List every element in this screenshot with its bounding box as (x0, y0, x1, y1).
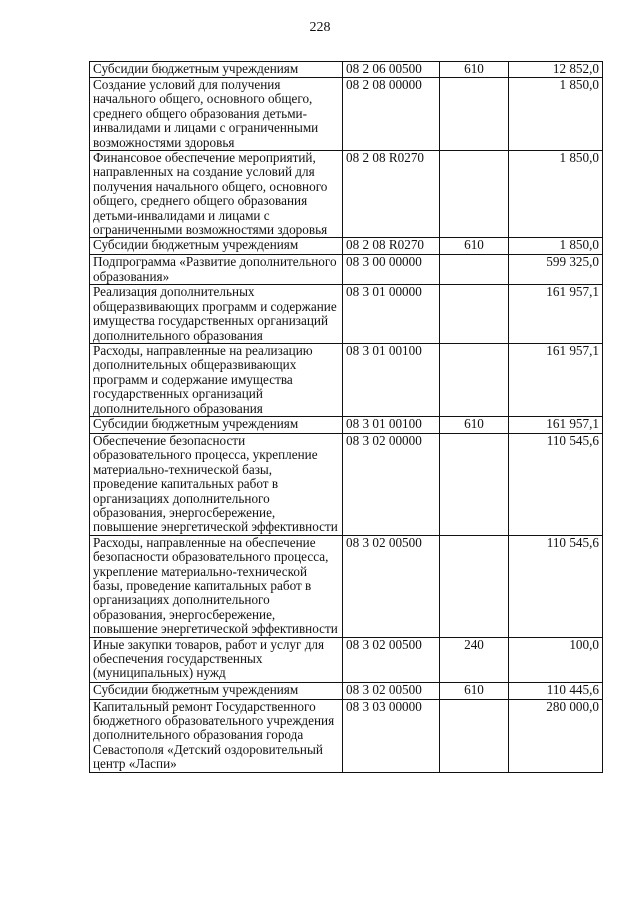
row-code: 08 2 08 00000 (343, 78, 440, 151)
row-code: 08 2 08 R0270 (343, 151, 440, 238)
row-sum: 110 545,6 (509, 433, 603, 535)
row-expense-type (440, 343, 509, 416)
row-sum: 1 850,0 (509, 78, 603, 151)
table-row (90, 255, 603, 285)
row-name: Расходы, направленные на обеспечение безопасности образовательного процесса, укрепление материально-технической базы, проведение капитальных работ в организациях дополнительного образования, энергосбережение, повышение энергетической эффективности (90, 535, 343, 637)
row-code: 08 2 06 00500 (343, 62, 440, 78)
table-row (90, 78, 603, 151)
table-row (90, 285, 603, 344)
row-sum: 161 957,1 (509, 416, 603, 433)
table-row (90, 535, 603, 637)
row-sum: 1 850,0 (509, 238, 603, 255)
row-expense-type (440, 285, 509, 344)
row-name: Реализация дополнительных общеразвивающих программ и содержание имущества государственных организаций дополнительного образования (90, 285, 343, 344)
row-sum: 110 545,6 (509, 535, 603, 637)
table-row (90, 238, 603, 255)
page-number: 228 (309, 20, 331, 35)
table-row (90, 151, 603, 238)
row-name: Иные закупки товаров, работ и услуг для обеспечения государственных (муниципальных) нужд (90, 637, 343, 682)
row-expense-type (440, 78, 509, 151)
table-row (90, 62, 603, 78)
table-row (90, 416, 603, 433)
row-expense-type (440, 255, 509, 285)
row-code: 08 3 00 00000 (343, 255, 440, 285)
row-expense-type (440, 151, 509, 238)
row-code: 08 3 01 00100 (343, 343, 440, 416)
row-name: Финансовое обеспечение мероприятий, направленных на создание условий для получения начального общего, основного общего, среднего общего образования детьми-инвалидами и лицами с ограниченными возможностями здоровья (90, 151, 343, 238)
row-code: 08 3 02 00500 (343, 682, 440, 699)
row-sum: 110 445,6 (509, 682, 603, 699)
row-expense-type: 240 (440, 637, 509, 682)
row-expense-type (440, 699, 509, 772)
row-name: Подпрограмма «Развитие дополнительного образования» (90, 255, 343, 285)
row-expense-type: 610 (440, 62, 509, 78)
row-name: Субсидии бюджетным учреждениям (90, 62, 343, 78)
table-row (90, 433, 603, 535)
row-expense-type (440, 535, 509, 637)
row-name: Субсидии бюджетным учреждениям (90, 416, 343, 433)
table-row (90, 699, 603, 772)
table-row (90, 637, 603, 682)
table-row (90, 682, 603, 699)
row-sum: 161 957,1 (509, 343, 603, 416)
row-sum: 1 850,0 (509, 151, 603, 238)
row-expense-type: 610 (440, 682, 509, 699)
row-code: 08 3 02 00500 (343, 535, 440, 637)
row-sum: 280 000,0 (509, 699, 603, 772)
row-name: Субсидии бюджетным учреждениям (90, 238, 343, 255)
row-name: Расходы, направленные на реализацию дополнительных общеразвивающих программ и содержание имущества государственных организаций дополнительного образования (90, 343, 343, 416)
table-row (90, 343, 603, 416)
row-expense-type: 610 (440, 238, 509, 255)
row-expense-type (440, 433, 509, 535)
row-code: 08 3 02 00500 (343, 637, 440, 682)
row-code: 08 3 01 00100 (343, 416, 440, 433)
row-code: 08 3 03 00000 (343, 699, 440, 772)
row-sum: 161 957,1 (509, 285, 603, 344)
row-code: 08 3 01 00000 (343, 285, 440, 344)
row-sum: 12 852,0 (509, 62, 603, 78)
row-name: Обеспечение безопасности образовательного процесса, укрепление материально-технической базы, проведение капитальных работ в организациях дополнительного образования, энергосбережение, повышение энергетической эффективности (90, 433, 343, 535)
row-code: 08 3 02 00000 (343, 433, 440, 535)
row-expense-type: 610 (440, 416, 509, 433)
budget-table (89, 61, 603, 773)
row-code: 08 2 08 R0270 (343, 238, 440, 255)
row-sum: 100,0 (509, 637, 603, 682)
row-name: Создание условий для получения начального общего, основного общего, среднего общего образования детьми-инвалидами и лицами с ограниченными возможностями здоровья (90, 78, 343, 151)
row-sum: 599 325,0 (509, 255, 603, 285)
row-name: Субсидии бюджетным учреждениям (90, 682, 343, 699)
row-name: Капитальный ремонт Государственного бюджетного образовательного учреждения дополнительного образования города Севастополя «Детский оздоровительный центр «Ласпи» (90, 699, 343, 772)
